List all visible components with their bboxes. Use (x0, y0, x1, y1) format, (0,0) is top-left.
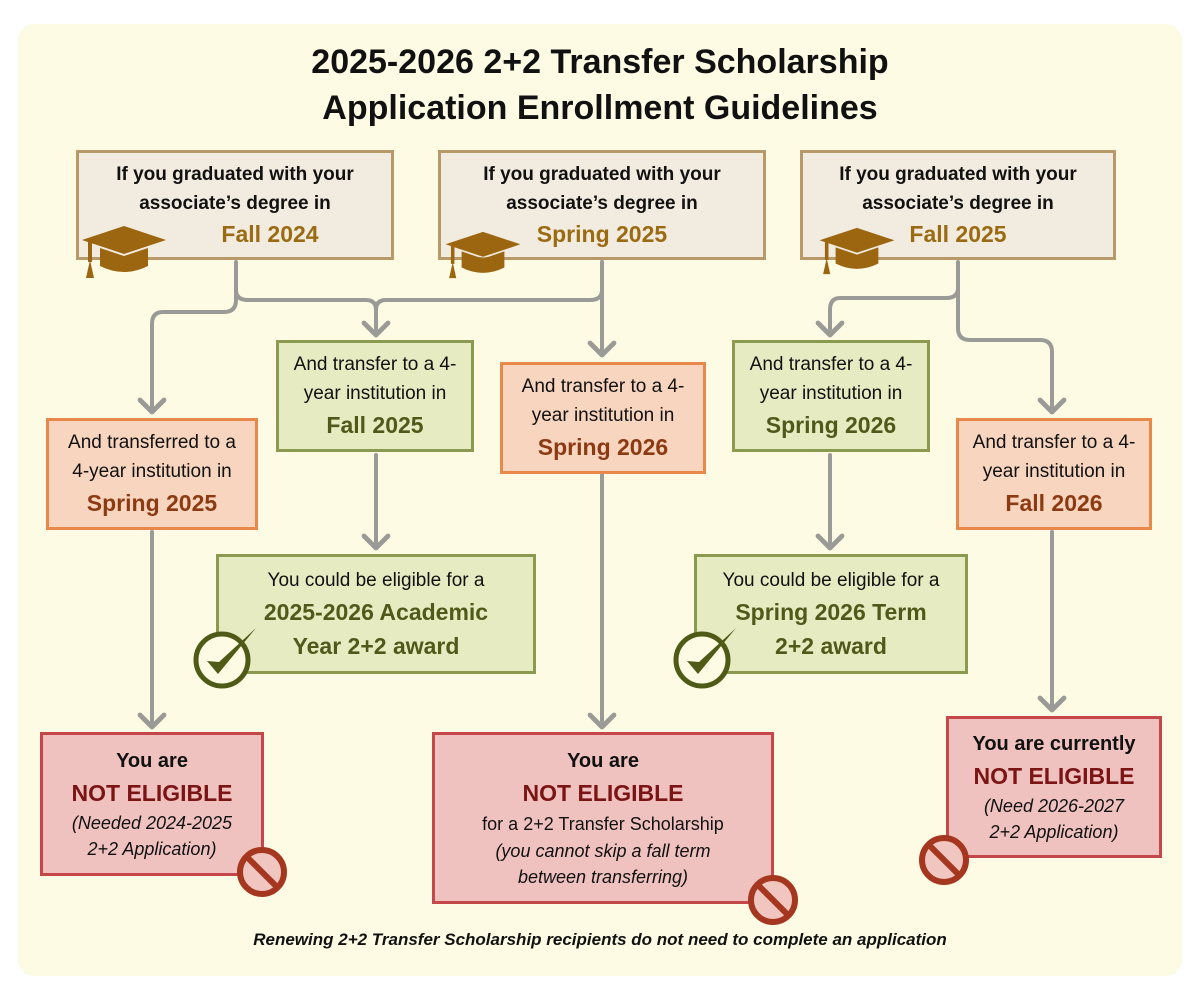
grad-term: Fall 2024 (221, 221, 319, 247)
not-eligible-box-spring-2025 (40, 732, 264, 876)
checkmark-icon (670, 624, 742, 690)
page-title-line2: Application Enrollment Guidelines (322, 89, 878, 127)
grad-line1: If you graduated with your (839, 164, 1077, 185)
transfer-term: Spring 2025 (86, 490, 218, 516)
connector-fall2024-spring2025 (152, 262, 236, 412)
not-eligible-box-fall-2026 (946, 716, 1162, 858)
transfer-line2: year institution in (531, 405, 675, 426)
not-eligible-lead: You are (116, 749, 188, 772)
transfer-term: Fall 2025 (326, 412, 424, 438)
graduation-cap-icon (816, 222, 898, 280)
connector-fall2025-fall2026 (958, 288, 1052, 412)
transfer-box-fall-2025 (276, 340, 474, 452)
footer-note: Renewing 2+2 Transfer Scholarship recipients do not need to complete an application (253, 930, 947, 949)
grad-line1: If you graduated with your (483, 164, 721, 185)
page-title-line1: 2025-2026 2+2 Transfer Scholarship (311, 43, 889, 81)
grad-line1: If you graduated with your (116, 164, 354, 185)
not-eligible-sub: for a 2+2 Transfer Scholarship (482, 813, 724, 834)
connector-fall2024-fall2025 (236, 290, 376, 335)
transfer-box-fall-2026 (956, 418, 1152, 530)
prohibited-icon (234, 844, 290, 900)
grad-term: Spring 2025 (536, 221, 668, 247)
transfer-line1: And transferred to a (68, 432, 236, 453)
not-eligible-note-line1: (Need 2026-2027 (983, 795, 1125, 816)
eligible-award-line1: 2025-2026 Academic (263, 598, 489, 625)
not-eligible-box-skip-fall (432, 732, 774, 904)
not-eligible-status: NOT ELIGIBLE (71, 779, 233, 806)
checkmark-icon (190, 624, 262, 690)
not-eligible-note-line1: (you cannot skip a fall term (495, 840, 711, 861)
grad-line2: associate’s degree in (139, 193, 331, 214)
transfer-line2: year institution in (303, 383, 447, 404)
not-eligible-lead: You are currently (972, 732, 1136, 755)
not-eligible-note-line2: between transferring) (517, 866, 689, 887)
not-eligible-lead: You are (567, 749, 639, 772)
not-eligible-status: NOT ELIGIBLE (522, 779, 684, 806)
prohibited-icon (916, 832, 972, 888)
transfer-line2: year institution in (982, 461, 1126, 482)
transfer-line2: 4-year institution in (72, 461, 232, 482)
transfer-box-spring-2025 (46, 418, 258, 530)
transfer-line1: And transfer to a 4- (972, 432, 1136, 453)
not-eligible-note-line1: (Needed 2024-2025 (71, 812, 233, 833)
transfer-term: Spring 2026 (537, 434, 669, 460)
eligible-award-line2: 2+2 award (775, 632, 887, 659)
graduation-cap-icon (78, 220, 170, 284)
grad-term: Fall 2025 (909, 221, 1007, 247)
transfer-term: Fall 2026 (1005, 490, 1103, 516)
not-eligible-note-line2: 2+2 Application) (989, 821, 1119, 842)
graduation-cap-icon (442, 226, 524, 284)
transfer-box-spring-2026-skip (500, 362, 706, 474)
eligible-intro: You could be eligible for a (722, 569, 940, 591)
eligible-intro: You could be eligible for a (267, 569, 485, 591)
eligible-award-line1: Spring 2026 Term (735, 598, 927, 625)
transfer-line2: year institution in (759, 383, 903, 404)
transfer-line1: And transfer to a 4- (749, 354, 913, 375)
prohibited-icon (745, 872, 801, 928)
grad-line2: associate’s degree in (506, 193, 698, 214)
eligible-box-academic-year (216, 554, 536, 674)
not-eligible-note-line2: 2+2 Application) (87, 838, 217, 859)
transfer-term: Spring 2026 (765, 412, 897, 438)
transfer-line1: And transfer to a 4- (293, 354, 457, 375)
transfer-box-spring-2026 (732, 340, 930, 452)
not-eligible-status: NOT ELIGIBLE (973, 762, 1135, 789)
transfer-line1: And transfer to a 4- (521, 376, 685, 397)
grad-line2: associate’s degree in (862, 193, 1054, 214)
eligible-award-line2: Year 2+2 award (292, 632, 460, 659)
